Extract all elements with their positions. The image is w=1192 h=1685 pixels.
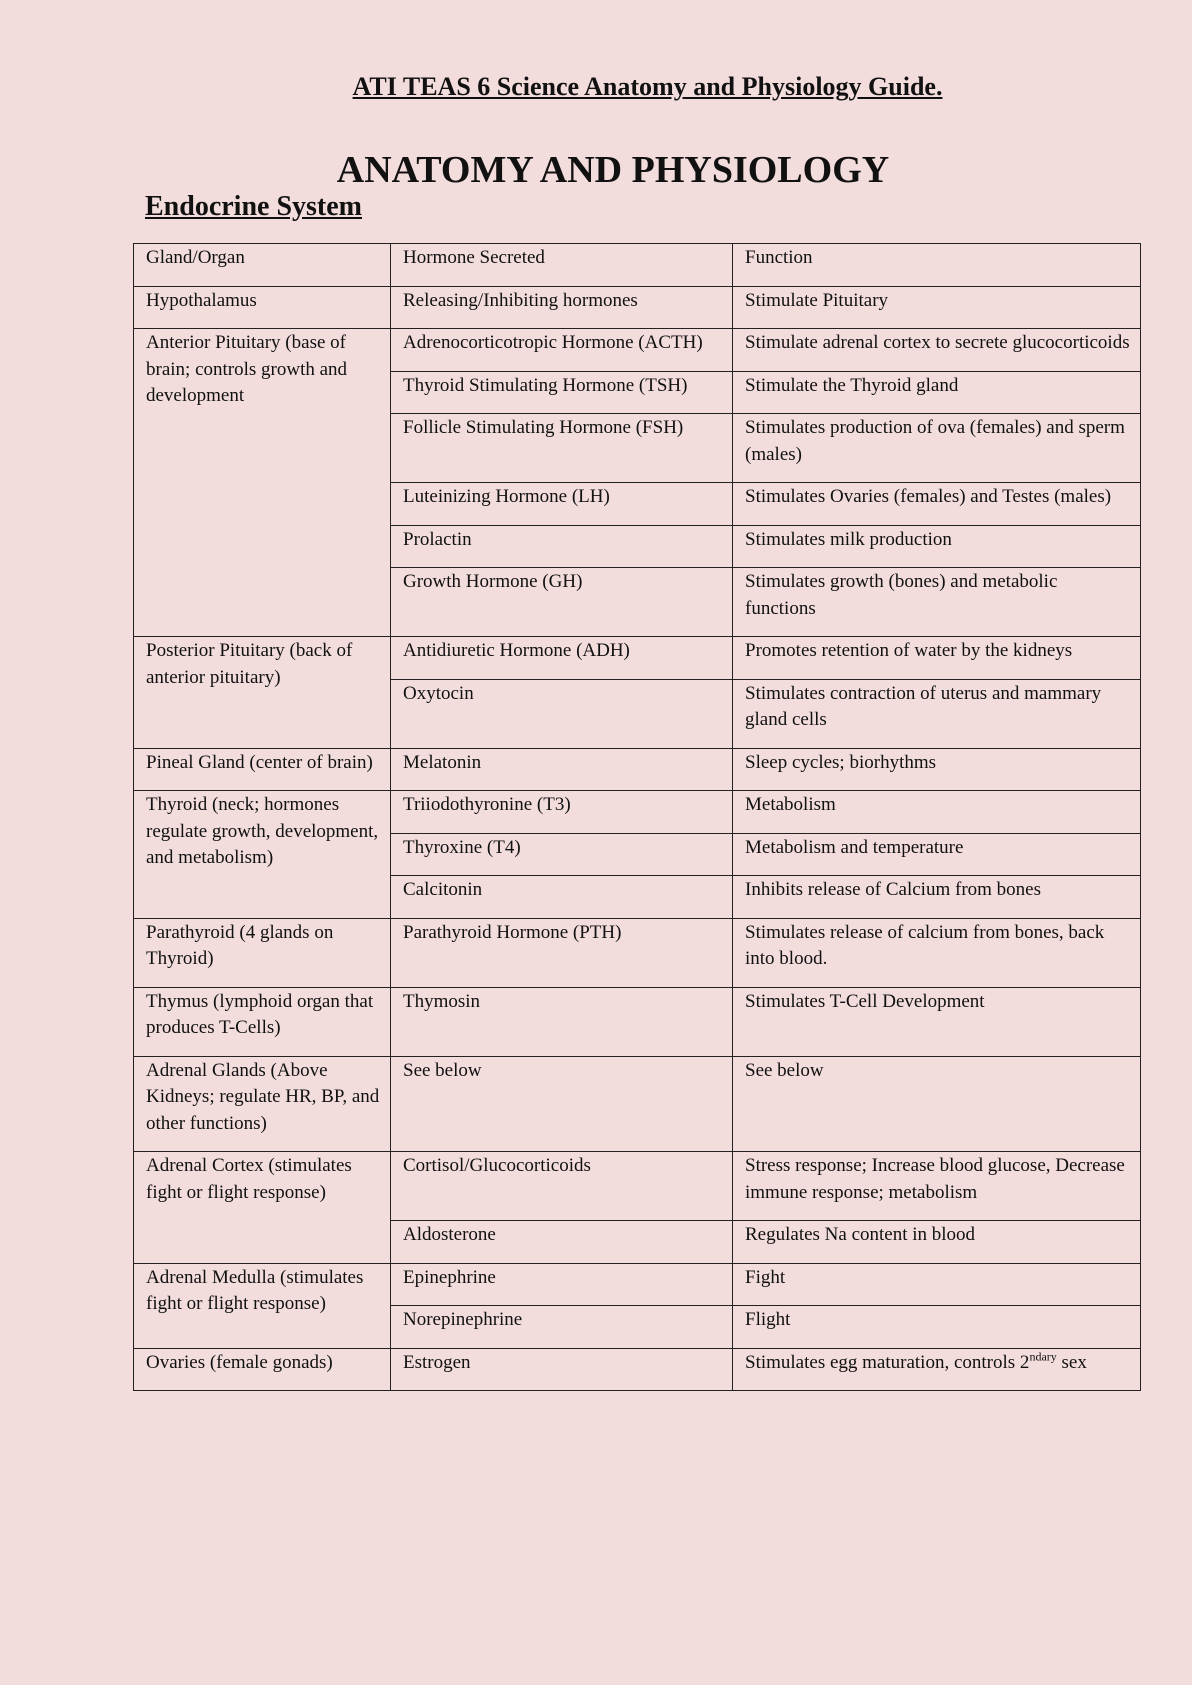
table-row: [134, 1348, 1141, 1391]
hormone-cell: Thyroxine (T4): [391, 833, 733, 876]
gland-cell: Hypothalamus: [134, 286, 391, 329]
table-header-row: [134, 244, 1141, 287]
function-cell: Flight: [733, 1306, 1141, 1349]
hormone-cell: Adrenocorticotropic Hormone (ACTH): [391, 329, 733, 372]
header-gland: Gland/Organ: [134, 244, 391, 287]
function-cell: Stimulates milk production: [733, 525, 1141, 568]
table-row: [134, 918, 1141, 987]
hormone-cell: Prolactin: [391, 525, 733, 568]
table-body: [134, 286, 1141, 1391]
function-cell: Stimulates contraction of uterus and mammary gland cells: [733, 679, 1141, 748]
function-cell: Stress response; Increase blood glucose, Decrease immune response; metabolism: [733, 1152, 1141, 1221]
gland-cell: Anterior Pituitary (base of brain; controls growth and development: [134, 329, 391, 637]
function-text: Stimulates egg maturation, controls 2: [745, 1351, 1030, 1373]
function-cell: Fight: [733, 1263, 1141, 1306]
hormone-cell: Thymosin: [391, 987, 733, 1056]
hormone-cell: Luteinizing Hormone (LH): [391, 483, 733, 526]
function-cell: [733, 1348, 1141, 1391]
hormone-cell: Thyroid Stimulating Hormone (TSH): [391, 371, 733, 414]
hormone-cell: Triiodothyronine (T3): [391, 791, 733, 834]
header-function: Function: [733, 244, 1141, 287]
function-cell: Stimulates Ovaries (females) and Testes (males): [733, 483, 1141, 526]
hormone-cell: See below: [391, 1056, 733, 1152]
table-row: [134, 637, 1141, 680]
function-cell: Regulates Na content in blood: [733, 1221, 1141, 1264]
hormone-cell: Oxytocin: [391, 679, 733, 748]
hormone-cell: Estrogen: [391, 1348, 733, 1391]
function-cell: Stimulates release of calcium from bones, back into blood.: [733, 918, 1141, 987]
function-cell: Promotes retention of water by the kidneys: [733, 637, 1141, 680]
function-cell: Sleep cycles; biorhythms: [733, 748, 1141, 791]
table-row: [134, 1056, 1141, 1152]
gland-cell: Thymus (lymphoid organ that produces T-Cells): [134, 987, 391, 1056]
function-cell: Inhibits release of Calcium from bones: [733, 876, 1141, 919]
table-row: [134, 329, 1141, 372]
gland-cell: Thyroid (neck; hormones regulate growth, development, and metabolism): [134, 791, 391, 919]
hormone-cell: Aldosterone: [391, 1221, 733, 1264]
endocrine-table: [133, 243, 1141, 1391]
gland-cell: Adrenal Medulla (stimulates fight or flight response): [134, 1263, 391, 1348]
table-row: [134, 791, 1141, 834]
header-hormone: Hormone Secreted: [391, 244, 733, 287]
function-cell: Stimulates production of ova (females) and sperm (males): [733, 414, 1141, 483]
function-cell: See below: [733, 1056, 1141, 1152]
section-heading: Endocrine System: [145, 191, 362, 222]
function-cell: Stimulates T-Cell Development: [733, 987, 1141, 1056]
hormone-cell: Calcitonin: [391, 876, 733, 919]
function-cell: Stimulate adrenal cortex to secrete glucocorticoids: [733, 329, 1141, 372]
document-title: ATI TEAS 6 Science Anatomy and Physiology Guide.: [352, 72, 943, 101]
hormone-cell: Antidiuretic Hormone (ADH): [391, 637, 733, 680]
function-cell: Stimulates growth (bones) and metabolic functions: [733, 568, 1141, 637]
function-cell: Stimulate Pituitary: [733, 286, 1141, 329]
table-row: [134, 286, 1141, 329]
hormone-cell: Releasing/Inhibiting hormones: [391, 286, 733, 329]
function-cell: Metabolism: [733, 791, 1141, 834]
table-row: [134, 1263, 1141, 1306]
table-row: [134, 987, 1141, 1056]
main-heading: ANATOMY AND PHYSIOLOGY: [336, 149, 890, 191]
hormone-cell: Melatonin: [391, 748, 733, 791]
function-cell: Stimulate the Thyroid gland: [733, 371, 1141, 414]
hormone-cell: Epinephrine: [391, 1263, 733, 1306]
gland-cell: Adrenal Glands (Above Kidneys; regulate HR, BP, and other functions): [134, 1056, 391, 1152]
gland-cell: Ovaries (female gonads): [134, 1348, 391, 1391]
function-superscript: ndary: [1029, 1349, 1057, 1364]
gland-cell: Adrenal Cortex (stimulates fight or flight response): [134, 1152, 391, 1264]
hormone-cell: Parathyroid Hormone (PTH): [391, 918, 733, 987]
function-text-tail: sex: [1056, 1351, 1087, 1373]
hormone-cell: Cortisol/Glucocorticoids: [391, 1152, 733, 1221]
table-row: [134, 1152, 1141, 1221]
hormone-cell: Follicle Stimulating Hormone (FSH): [391, 414, 733, 483]
gland-cell: Pineal Gland (center of brain): [134, 748, 391, 791]
table-row: [134, 748, 1141, 791]
gland-cell: Parathyroid (4 glands on Thyroid): [134, 918, 391, 987]
function-cell: Metabolism and temperature: [733, 833, 1141, 876]
hormone-cell: Growth Hormone (GH): [391, 568, 733, 637]
gland-cell: Posterior Pituitary (back of anterior pituitary): [134, 637, 391, 749]
hormone-cell: Norepinephrine: [391, 1306, 733, 1349]
